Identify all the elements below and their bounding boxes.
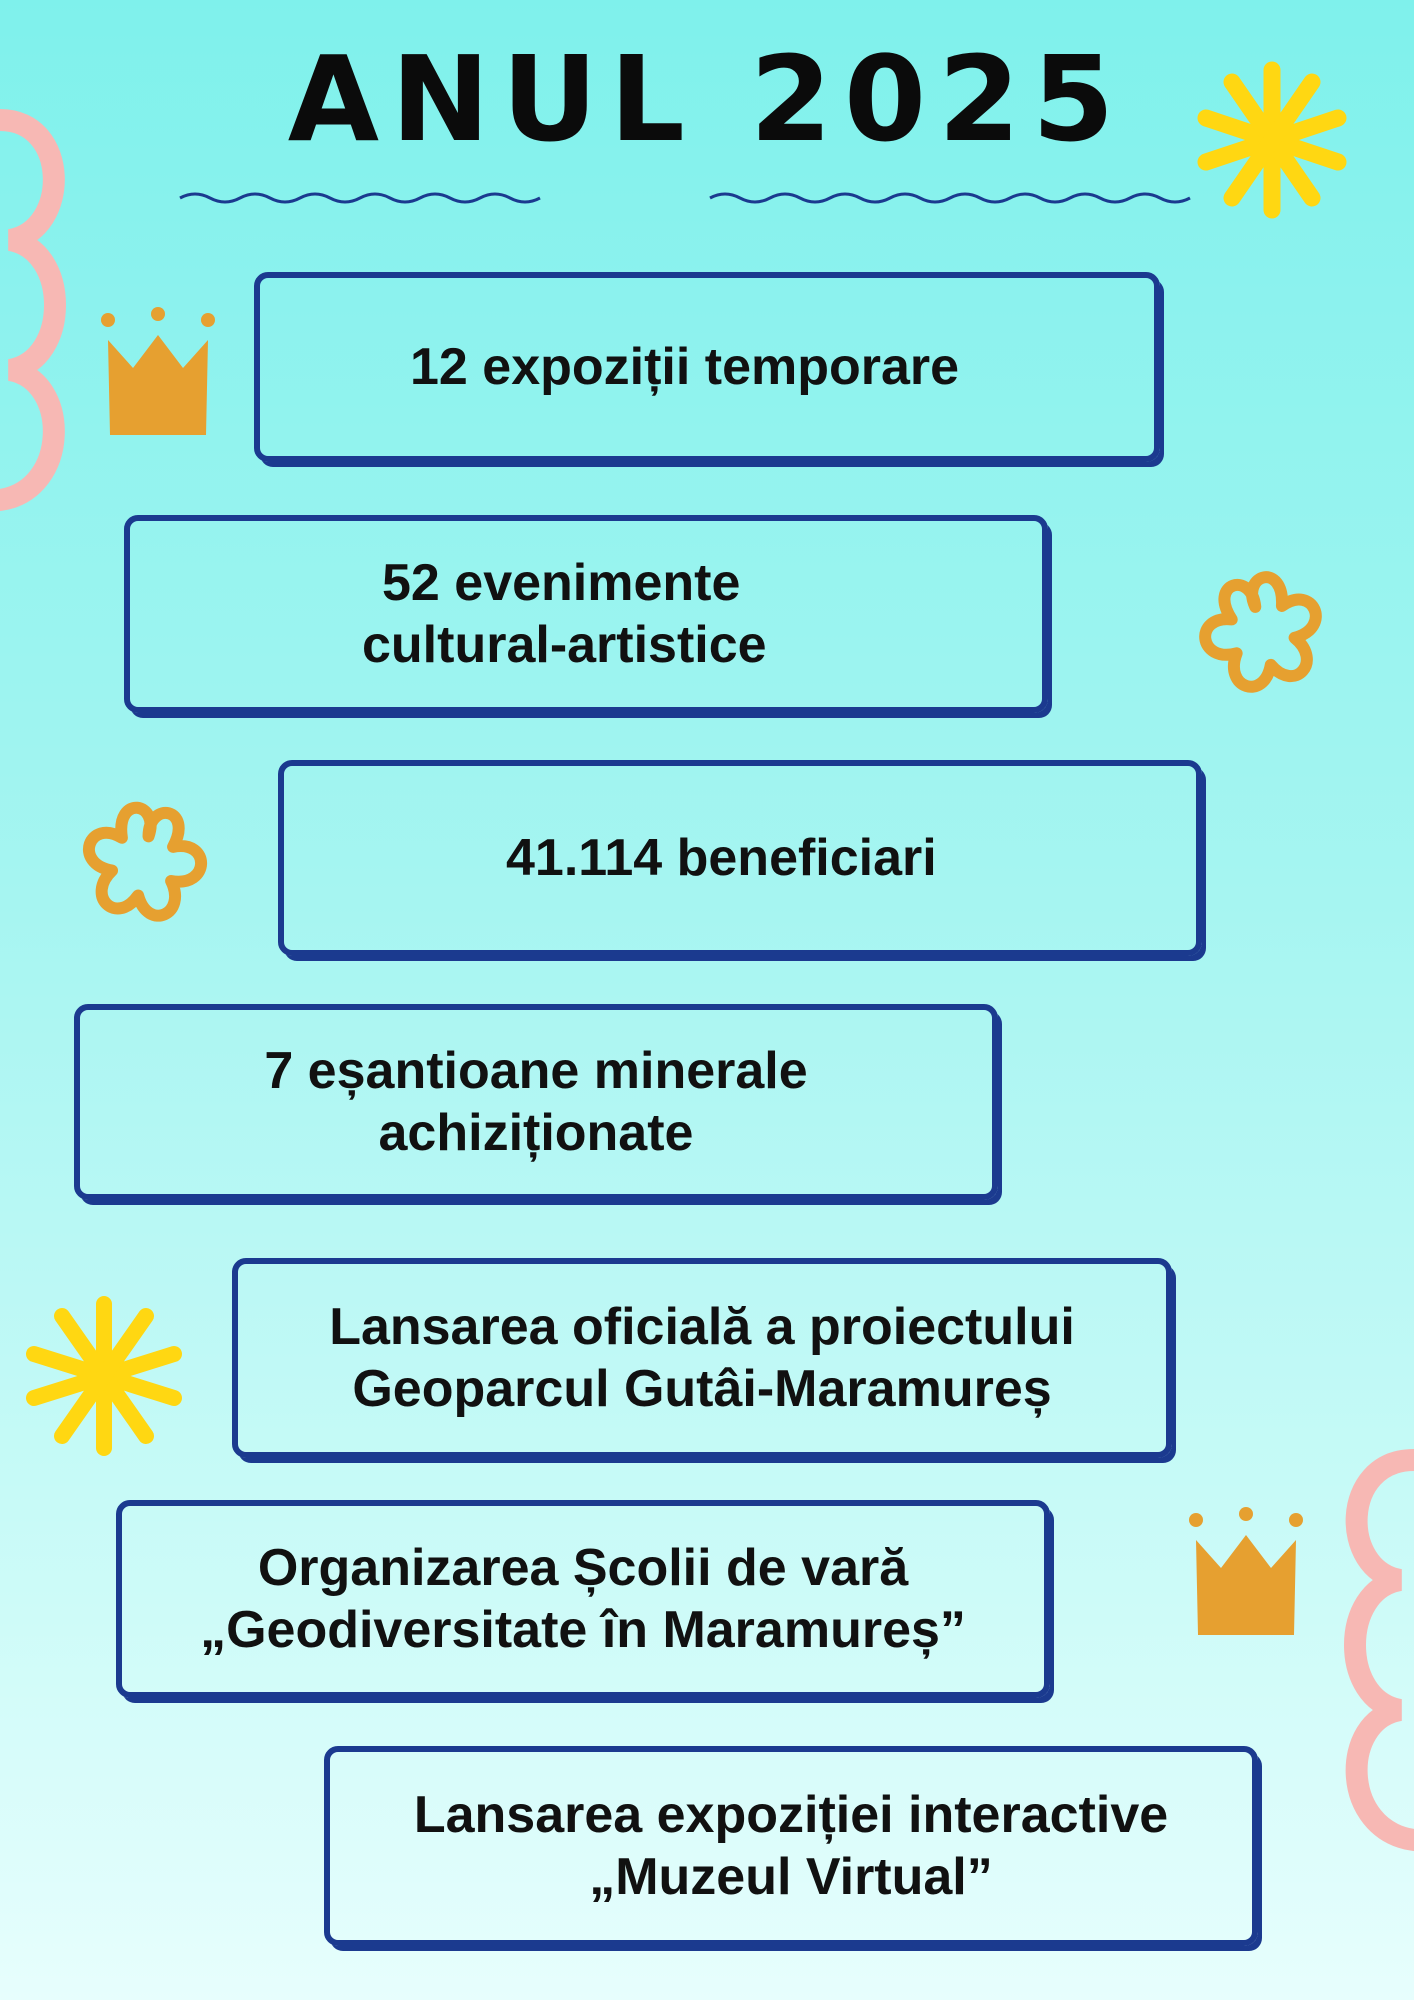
stat-card-line: 12 expoziții temporare [410,338,960,396]
stat-card-line: Geoparcul Gutâi-Maramureș [352,1360,1052,1418]
stat-card-line: 52 evenimente [382,554,741,612]
stat-card [232,1258,1172,1458]
flower-icon [1194,567,1330,696]
stat-card-line: achiziționate [378,1104,694,1162]
crown-icon [1189,1507,1303,1635]
pink-squiggle-right [1355,1460,1414,1840]
stat-card-line: Lansarea oficială a proiectului [329,1298,1075,1356]
page-title: ANUL 2025 [287,30,1127,168]
stat-card-line: cultural-artistice [362,616,767,674]
stat-card [124,515,1048,713]
wave-line-left [180,194,540,202]
stat-card [116,1500,1050,1698]
flower-icon [79,801,209,922]
stat-card [324,1746,1258,1946]
crown-icon [101,307,215,435]
stat-card-line: „Muzeul Virtual” [589,1848,993,1906]
stat-card-line: 41.114 beneficiari [506,829,937,887]
stat-card-line: Lansarea expoziției interactive [413,1786,1169,1844]
stat-card [278,760,1202,956]
yellow-asterisk-icon [34,1304,174,1448]
stat-card-line: Organizarea Școlii de vară [257,1539,909,1597]
stat-card-line: „Geodiversitate în Maramureș” [200,1601,966,1659]
stat-card-line: 7 eșantioane minerale [264,1042,808,1100]
stat-card [254,272,1160,462]
wave-line-right [710,194,1190,202]
stat-card [74,1004,998,1200]
pink-squiggle-left [0,120,55,500]
